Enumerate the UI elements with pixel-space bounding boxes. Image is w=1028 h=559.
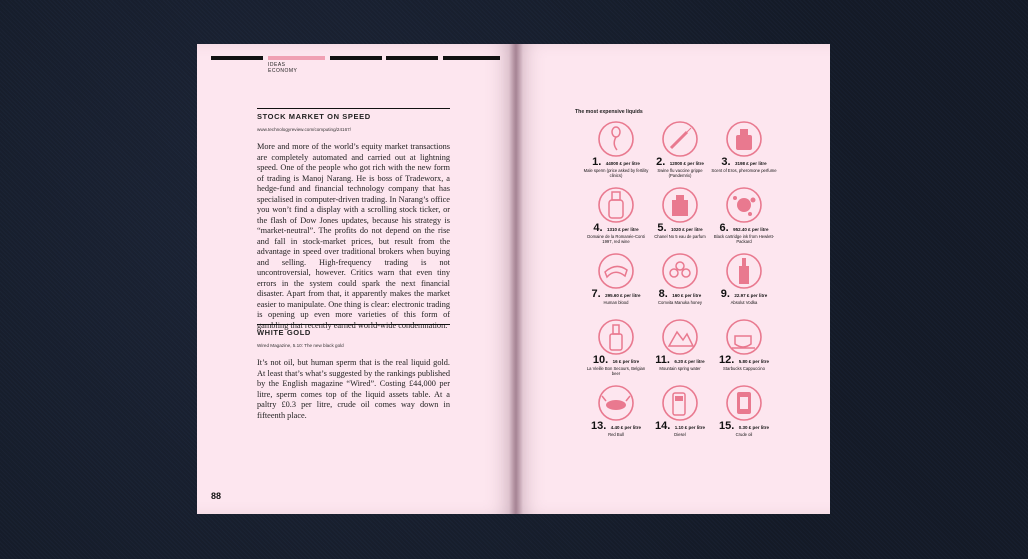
article-body: More and more of the world’s equity market transactions are completely automated and carried out at lightning speed. One of the people who got rich with the new form of trading is Manoj Narang. He is boss of Tradeworx, a hedge-fund and financial technology company that has specialised in computer-driven trading. In Narang’s office you won’t find a display with a scrolling stock ticker, or the flash of Dow Jones updates, because his strategy is “market-neutral”. The profits do not depend on the rise and fall in stock-market prices, but result from the advantage in speed over traditional brokers when buying and selling. High-frequency trading is not uncontroversial, however. Critics warn that even tiny errors in the system could spark the next financial disaster. Apart from that, it apparently makes the market easier to manipulate. One thing is clear: electronic trading is opening up even more varieties of this form of gambling that recently earned world-wide condemnation.	[257, 142, 450, 330]
liquid-rank	[647, 356, 713, 371]
beer-bottle-icon	[597, 318, 635, 356]
article-source: www.technologyreview.com/computing/24167/	[257, 127, 351, 132]
book-spine	[509, 44, 523, 514]
flower-icon	[661, 252, 699, 290]
liquid-item	[711, 120, 777, 186]
liquid-item	[583, 120, 649, 186]
liquid-rank	[647, 158, 713, 178]
header-bar-accent	[268, 56, 325, 60]
article-title: WHITE GOLD	[257, 324, 450, 337]
liquid-rank	[711, 224, 777, 244]
rank-description: Starbucks Cappuccino	[723, 366, 765, 371]
liquid-rank	[583, 422, 649, 437]
section-label-economy: ECONOMY	[268, 68, 298, 74]
liquid-rank	[583, 224, 649, 244]
rank-description: Red Bull	[608, 432, 624, 437]
rank-description: Absolut Vodka	[730, 300, 758, 305]
rank-description: Scent of Eros, pheromone perfume	[711, 168, 777, 173]
liquid-item	[647, 120, 713, 186]
liquid-item	[711, 384, 777, 450]
liquid-rank	[711, 290, 777, 305]
oil-barrel-icon	[725, 384, 763, 422]
liquid-item	[583, 384, 649, 450]
rank-number: 10.	[592, 354, 609, 366]
article-stock-market	[257, 108, 450, 331]
liquid-item	[647, 186, 713, 252]
rank-description: La Vieille Bon Secours, Belgian beer	[586, 366, 646, 376]
rank-number: 15.	[718, 420, 735, 432]
rank-price: 1310 £ per litre	[607, 227, 639, 232]
coffee-cup-icon	[725, 318, 763, 356]
header-bar	[211, 56, 263, 60]
rank-number: 4.	[593, 222, 603, 234]
rank-price: 5.80 £ per litre	[738, 359, 770, 364]
rank-number: 2.	[656, 156, 666, 168]
liquid-rank	[583, 290, 649, 305]
rank-number: 1.	[592, 156, 602, 168]
rank-number: 14.	[654, 420, 671, 432]
rank-number: 9.	[720, 288, 730, 300]
fuel-pump-icon	[661, 384, 699, 422]
header-bar	[330, 56, 382, 60]
open-magazine	[197, 44, 830, 514]
rank-description: Male sperm (price asked by fertility clinics)	[583, 168, 649, 178]
liquid-item	[583, 318, 649, 384]
rank-description: Chanel No 5 eau de parfum	[654, 234, 706, 239]
rank-description: Domaine de la Romanée-Conti 1997, red wine	[587, 234, 645, 244]
liquid-rank	[647, 224, 713, 239]
bull-icon	[597, 384, 635, 422]
page-number: 88	[211, 491, 222, 501]
header-bar	[386, 56, 438, 60]
liquid-item	[647, 318, 713, 384]
mountain-water-icon	[661, 318, 699, 356]
rank-price: 0.30 £ per litre	[738, 425, 770, 430]
liquid-rank	[647, 422, 713, 437]
rank-price: 1.10 £ per litre	[674, 425, 706, 430]
liquid-item	[711, 252, 777, 318]
header-bar	[443, 56, 500, 60]
rank-description: Swine flu vaccine grippe (Pandemrix)	[657, 168, 703, 178]
rank-price: 3198 £ per litre	[735, 161, 767, 166]
article-white-gold	[257, 324, 450, 421]
rank-description: Mountain spring water	[659, 366, 701, 371]
rank-description: Black cartridge ink from Hewlett-Packard	[713, 234, 775, 244]
rank-price: 6.20 £ per litre	[674, 359, 705, 364]
rank-number: 12.	[718, 354, 735, 366]
infographic-title: The most expensive liquids	[575, 109, 643, 115]
liquid-rank	[711, 422, 777, 437]
liquid-item	[583, 252, 649, 318]
section-label	[268, 62, 297, 74]
rank-price: 4.40 £ per litre	[610, 425, 642, 430]
liquid-item	[647, 384, 713, 450]
liquid-item	[711, 186, 777, 252]
rank-price: 44000 £ per litre	[605, 161, 640, 166]
liquid-rank	[711, 356, 777, 371]
rank-number: 8.	[658, 288, 668, 300]
rank-price: 295.60 £ per litre	[605, 293, 641, 298]
rank-description: Diesel	[674, 432, 686, 437]
rank-number: 13.	[590, 420, 607, 432]
rank-number: 7.	[591, 288, 601, 300]
rank-price: 952.40 £ per litre	[733, 227, 769, 232]
rank-description: Human blood	[603, 300, 629, 305]
liquid-rank	[583, 158, 649, 178]
left-page	[197, 44, 515, 514]
rank-description: Comvita Manuka honey	[658, 300, 702, 305]
article-title: STOCK MARKET ON SPEED	[257, 108, 450, 121]
section-label-ideas: IDEAS	[268, 62, 286, 68]
liquid-item	[583, 186, 649, 252]
rank-price: 16 £ per litre	[612, 359, 640, 364]
rank-description: Crude oil	[735, 432, 753, 437]
rank-price: 22.97 £ per litre	[734, 293, 768, 298]
liquid-item	[647, 252, 713, 318]
liquid-rank	[583, 356, 649, 376]
rank-price: 160 £ per litre	[672, 293, 702, 298]
rank-price: 12000 £ per litre	[669, 161, 704, 166]
rank-number: 5.	[657, 222, 667, 234]
liquid-rank	[711, 158, 777, 173]
rank-number: 11.	[655, 354, 670, 366]
right-page	[515, 44, 830, 514]
rank-number: 3.	[721, 156, 731, 168]
rank-number: 6.	[719, 222, 729, 234]
rank-price: 1020 £ per litre	[671, 227, 703, 232]
liquid-item	[711, 318, 777, 384]
article-source: Wired Magazine, 5.10: The new black gold	[257, 343, 344, 348]
article-body: It’s not oil, but human sperm that is the real liquid gold. At least that’s what’s suggested by the rankings published by the English magazine “Wired”. Costing £44,000 per litre, sperm comes top of the liquid assets table. At a paltry £0.3 per litre, crude oil comes way down in fifteenth place.	[257, 358, 450, 420]
liquid-rank	[647, 290, 713, 305]
